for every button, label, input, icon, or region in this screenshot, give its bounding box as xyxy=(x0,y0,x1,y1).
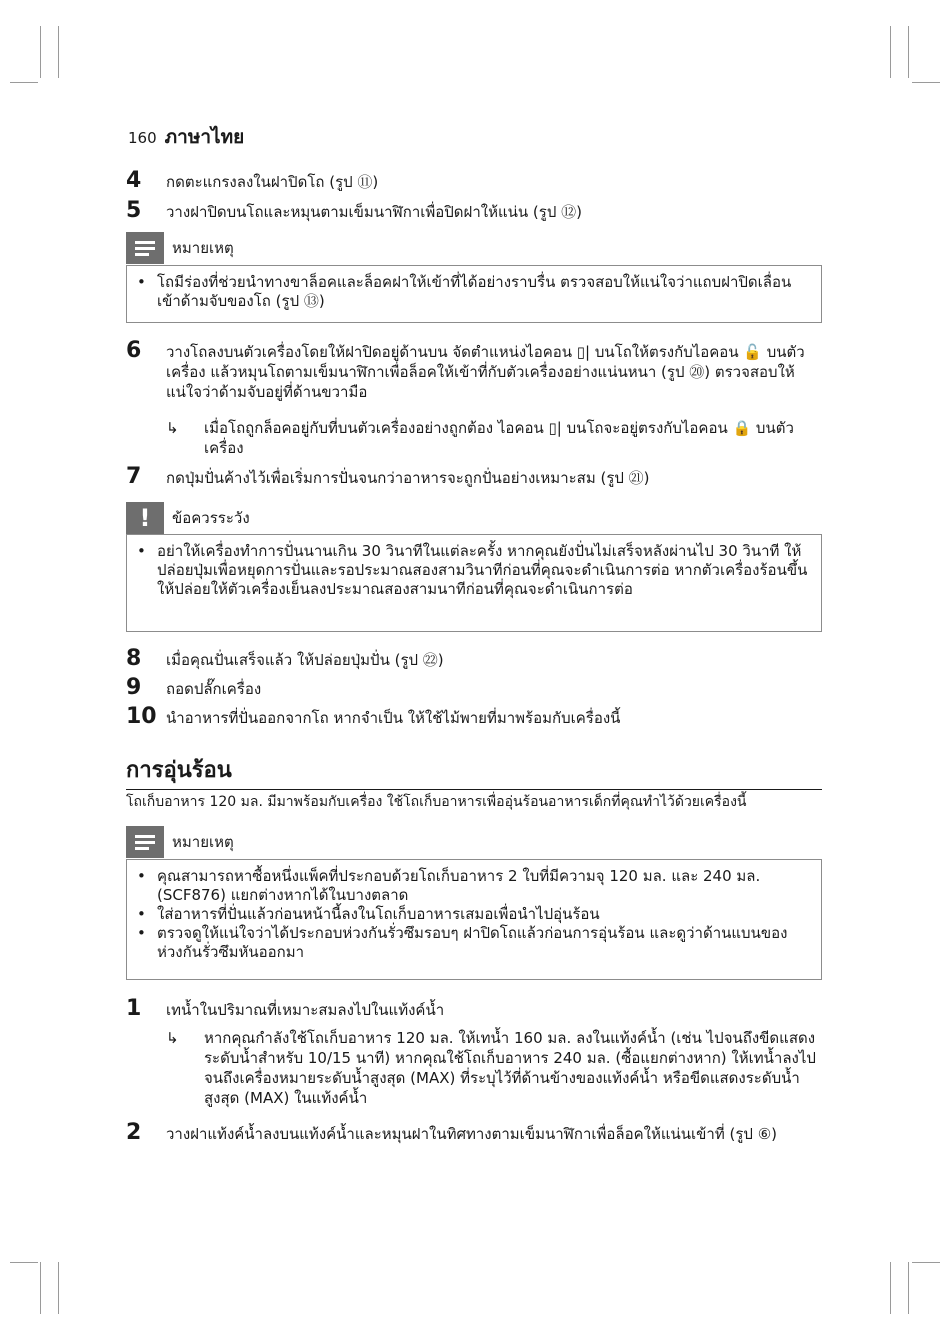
result-text: เมื่อโถถูกล็อคอยู่กับที่บนตัวเครื่องอย่างถูกต้อง ไอคอน ▯| บนโถจะอยู่ตรงกับไอคอน 🔒 บนตัวเครื่อง xyxy=(204,419,794,457)
note-icon xyxy=(126,826,164,858)
crop-mark xyxy=(10,82,38,83)
crop-mark xyxy=(912,1262,940,1263)
heat-step-1-result xyxy=(166,1028,826,1108)
caution-box xyxy=(126,534,822,632)
note-bullet: • โถมีร่องที่ช่วยนำทางขาล็อคและล็อคฝาให้เข้าที่ได้อย่างราบรื่น ตรวจสอบให้แน่ใจว่าแถบฝาปิดเลื่อนเข้าด้ามจับของโถ (รูป ⑬) xyxy=(137,273,811,311)
crop-mark xyxy=(40,1262,41,1314)
step-text: ถอดปลั๊กเครื่อง xyxy=(166,680,262,698)
crop-mark xyxy=(58,1262,59,1314)
page-number: 160 xyxy=(128,129,157,147)
crop-mark xyxy=(890,1262,891,1314)
note-header xyxy=(126,232,234,264)
step-text: เทน้ำในปริมาณที่เหมาะสมลงไปในแท้งค์น้ำ xyxy=(166,1001,445,1019)
step-number: 8 xyxy=(126,646,142,671)
crop-mark xyxy=(58,26,59,78)
page-language-title: ภาษาไทย xyxy=(164,126,245,148)
note-icon xyxy=(126,232,164,264)
crop-mark xyxy=(10,1262,38,1263)
page-header xyxy=(128,122,244,152)
step-number: 2 xyxy=(126,1120,142,1145)
step-6 xyxy=(126,340,826,402)
step-number: 10 xyxy=(126,704,157,729)
step-4 xyxy=(126,170,826,192)
result-arrow-icon: ↳ xyxy=(166,419,179,437)
result-arrow-icon: ↳ xyxy=(166,1029,179,1047)
result-text: หากคุณกำลังใช้โถเก็บอาหาร 120 มล. ให้เทน้ำ 160 มล. ลงในแท้งค์น้ำ (เช่น ไปจนถึงขีดแสดงระดับน้ำสำหรับ 10/15 นาที) หากคุณใช้โถเก็บอาหาร 240 มล. (ซื้อแยกต่างหาก) ให้เทน้ำลงไปจนถึงเครื่องหมายระดับน้ำสูงสุด (MAX) ที่ระบุไว้ที่ด้านข้างของแท้งค์น้ำ หรือขีดแสดงระดับน้ำสูงสุด (MAX) ในแท้งค์น้ำ xyxy=(204,1029,816,1107)
note-bullet: • คุณสามารถหาซื้อหนึ่งแพ็คที่ประกอบด้วยโถเก็บอาหาร 2 ใบที่มีความจุ 120 มล. และ 240 มล. (SCF876) แยกต่างหากได้ในบางตลาด xyxy=(137,867,811,905)
crop-mark xyxy=(40,26,41,78)
section-title: การอุ่นร้อน xyxy=(126,752,822,790)
caution-label: ข้อควรระวัง xyxy=(172,509,250,527)
note-header xyxy=(126,826,234,858)
note-bullet-text: โถมีร่องที่ช่วยนำทางขาล็อคและล็อคฝาให้เข้าที่ได้อย่างราบรื่น ตรวจสอบให้แน่ใจว่าแถบฝาปิดเลื่อนเข้าด้ามจับของโถ (รูป ⑬) xyxy=(157,273,792,310)
step-number: 6 xyxy=(126,338,142,363)
step-text: เมื่อคุณปั่นเสร็จแล้ว ให้ปล่อยปุ่มปั่น (รูป ㉒) xyxy=(166,651,444,669)
crop-mark xyxy=(908,1262,909,1314)
exclamation-icon: ! xyxy=(126,502,164,534)
note-label: หมายเหตุ xyxy=(172,239,234,257)
step-5 xyxy=(126,200,826,222)
step-number: 5 xyxy=(126,198,142,223)
step-number: 7 xyxy=(126,464,142,489)
step-8 xyxy=(126,648,826,670)
crop-mark xyxy=(890,26,891,78)
note-bullet-text: ตรวจดูให้แน่ใจว่าได้ประกอบห่วงกันรั่วซึมรอบๆ ฝาปิดโถแล้วก่อนการอุ่นร้อน และดูว่าด้านแบนของห่วงกันรั่วซึมหันออกมา xyxy=(157,924,788,961)
section-intro: โถเก็บอาหาร 120 มล. มีมาพร้อมกับเครื่อง ใช้โถเก็บอาหารเพื่ออุ่นร้อนอาหารเด็กที่คุณทำไว้ด้วยเครื่องนี้ xyxy=(126,794,747,810)
note-box xyxy=(126,265,822,323)
step-text: กดตะแกรงลงในฝาปิดโถ (รูป ⑪) xyxy=(166,173,379,191)
step-text: วางโถลงบนตัวเครื่องโดยให้ฝาปิดอยู่ด้านบน จัดตำแหน่งไอคอน ▯| บนโถให้ตรงกับไอคอน 🔓 บนตัวเครื่อง แล้วหมุนโถตามเข็มนาฬิกาเพื่อล็อคให้เข้าที่กับตัวเครื่องอย่างแน่นหนา (รูป ⑳) ตรวจสอบให้แน่ใจว่าด้ามจับอยู่ที่ด้านขวามือ xyxy=(166,343,805,401)
step-number: 1 xyxy=(126,996,142,1021)
note-bullet-text: คุณสามารถหาซื้อหนึ่งแพ็คที่ประกอบด้วยโถเก็บอาหาร 2 ใบที่มีความจุ 120 มล. และ 240 มล. (SCF876) แยกต่างหากได้ในบางตลาด xyxy=(157,867,761,904)
step-7 xyxy=(126,466,826,488)
step-6-result xyxy=(166,418,826,458)
heat-step-1 xyxy=(126,998,826,1020)
caution-bullet-text: อย่าให้เครื่องทำการปั่นนานเกิน 30 วินาทีในแต่ละครั้ง หากคุณยังปั่นไม่เสร็จหลังผ่านไป 30 วินาที ให้ปล่อยปุ่มเพื่อหยุดการปั่นและรอประมาณสองสามวินาทีก่อนที่คุณจะดำเนินการต่อ หากตัวเครื่องร้อนขึ้น ให้ปล่อยให้ตัวเครื่องเย็นลงประมาณสองสามนาทีก่อนที่คุณจะดำเนินการต่อ xyxy=(157,542,808,598)
caution-bullet: • อย่าให้เครื่องทำการปั่นนานเกิน 30 วินาทีในแต่ละครั้ง หากคุณยังปั่นไม่เสร็จหลังผ่านไป 30 วินาที ให้ปล่อยปุ่มเพื่อหยุดการปั่นและรอประมาณสองสามวินาทีก่อนที่คุณจะดำเนินการต่อ หากตัวเครื่องร้อนขึ้น ให้ปล่อยให้ตัวเครื่องเย็นลงประมาณสองสามนาทีก่อนที่คุณจะดำเนินการต่อ xyxy=(137,542,811,599)
note-label: หมายเหตุ xyxy=(172,833,234,851)
step-text: นำอาหารที่ปั่นออกจากโถ หากจำเป็น ให้ใช้ไม้พายที่มาพร้อมกับเครื่องนี้ xyxy=(166,709,621,727)
step-number: 9 xyxy=(126,675,142,700)
step-text: วางฝาแท้งค์น้ำลงบนแท้งค์น้ำและหมุนฝาในทิศทางตามเข็มนาฬิกาเพื่อล็อคให้แน่นเข้าที่ (รูป ⑥) xyxy=(166,1125,777,1143)
note-bullet: • ใส่อาหารที่ปั่นแล้วก่อนหน้านี้ลงในโถเก็บอาหารเสมอเพื่อนำไปอุ่นร้อน xyxy=(137,905,600,923)
heat-step-2 xyxy=(126,1122,826,1144)
step-text: กดปุ่มปั่นค้างไว้เพื่อเริ่มการปั่นจนกว่าอาหารจะถูกปั่นอย่างเหมาะสม (รูป ㉑) xyxy=(166,469,650,487)
note-bullet-text: ใส่อาหารที่ปั่นแล้วก่อนหน้านี้ลงในโถเก็บอาหารเสมอเพื่อนำไปอุ่นร้อน xyxy=(157,905,600,923)
caution-header xyxy=(126,502,250,534)
step-10 xyxy=(126,706,826,728)
crop-mark xyxy=(912,82,940,83)
step-9 xyxy=(126,677,826,699)
step-text: วางฝาปิดบนโถและหมุนตามเข็มนาฬิกาเพื่อปิดฝาให้แน่น (รูป ⑫) xyxy=(166,203,582,221)
note-bullet: • ตรวจดูให้แน่ใจว่าได้ประกอบห่วงกันรั่วซึมรอบๆ ฝาปิดโถแล้วก่อนการอุ่นร้อน และดูว่าด้านแบนของห่วงกันรั่วซึมหันออกมา xyxy=(137,924,811,962)
step-number: 4 xyxy=(126,168,142,193)
crop-mark xyxy=(908,26,909,78)
note-box xyxy=(126,859,822,980)
